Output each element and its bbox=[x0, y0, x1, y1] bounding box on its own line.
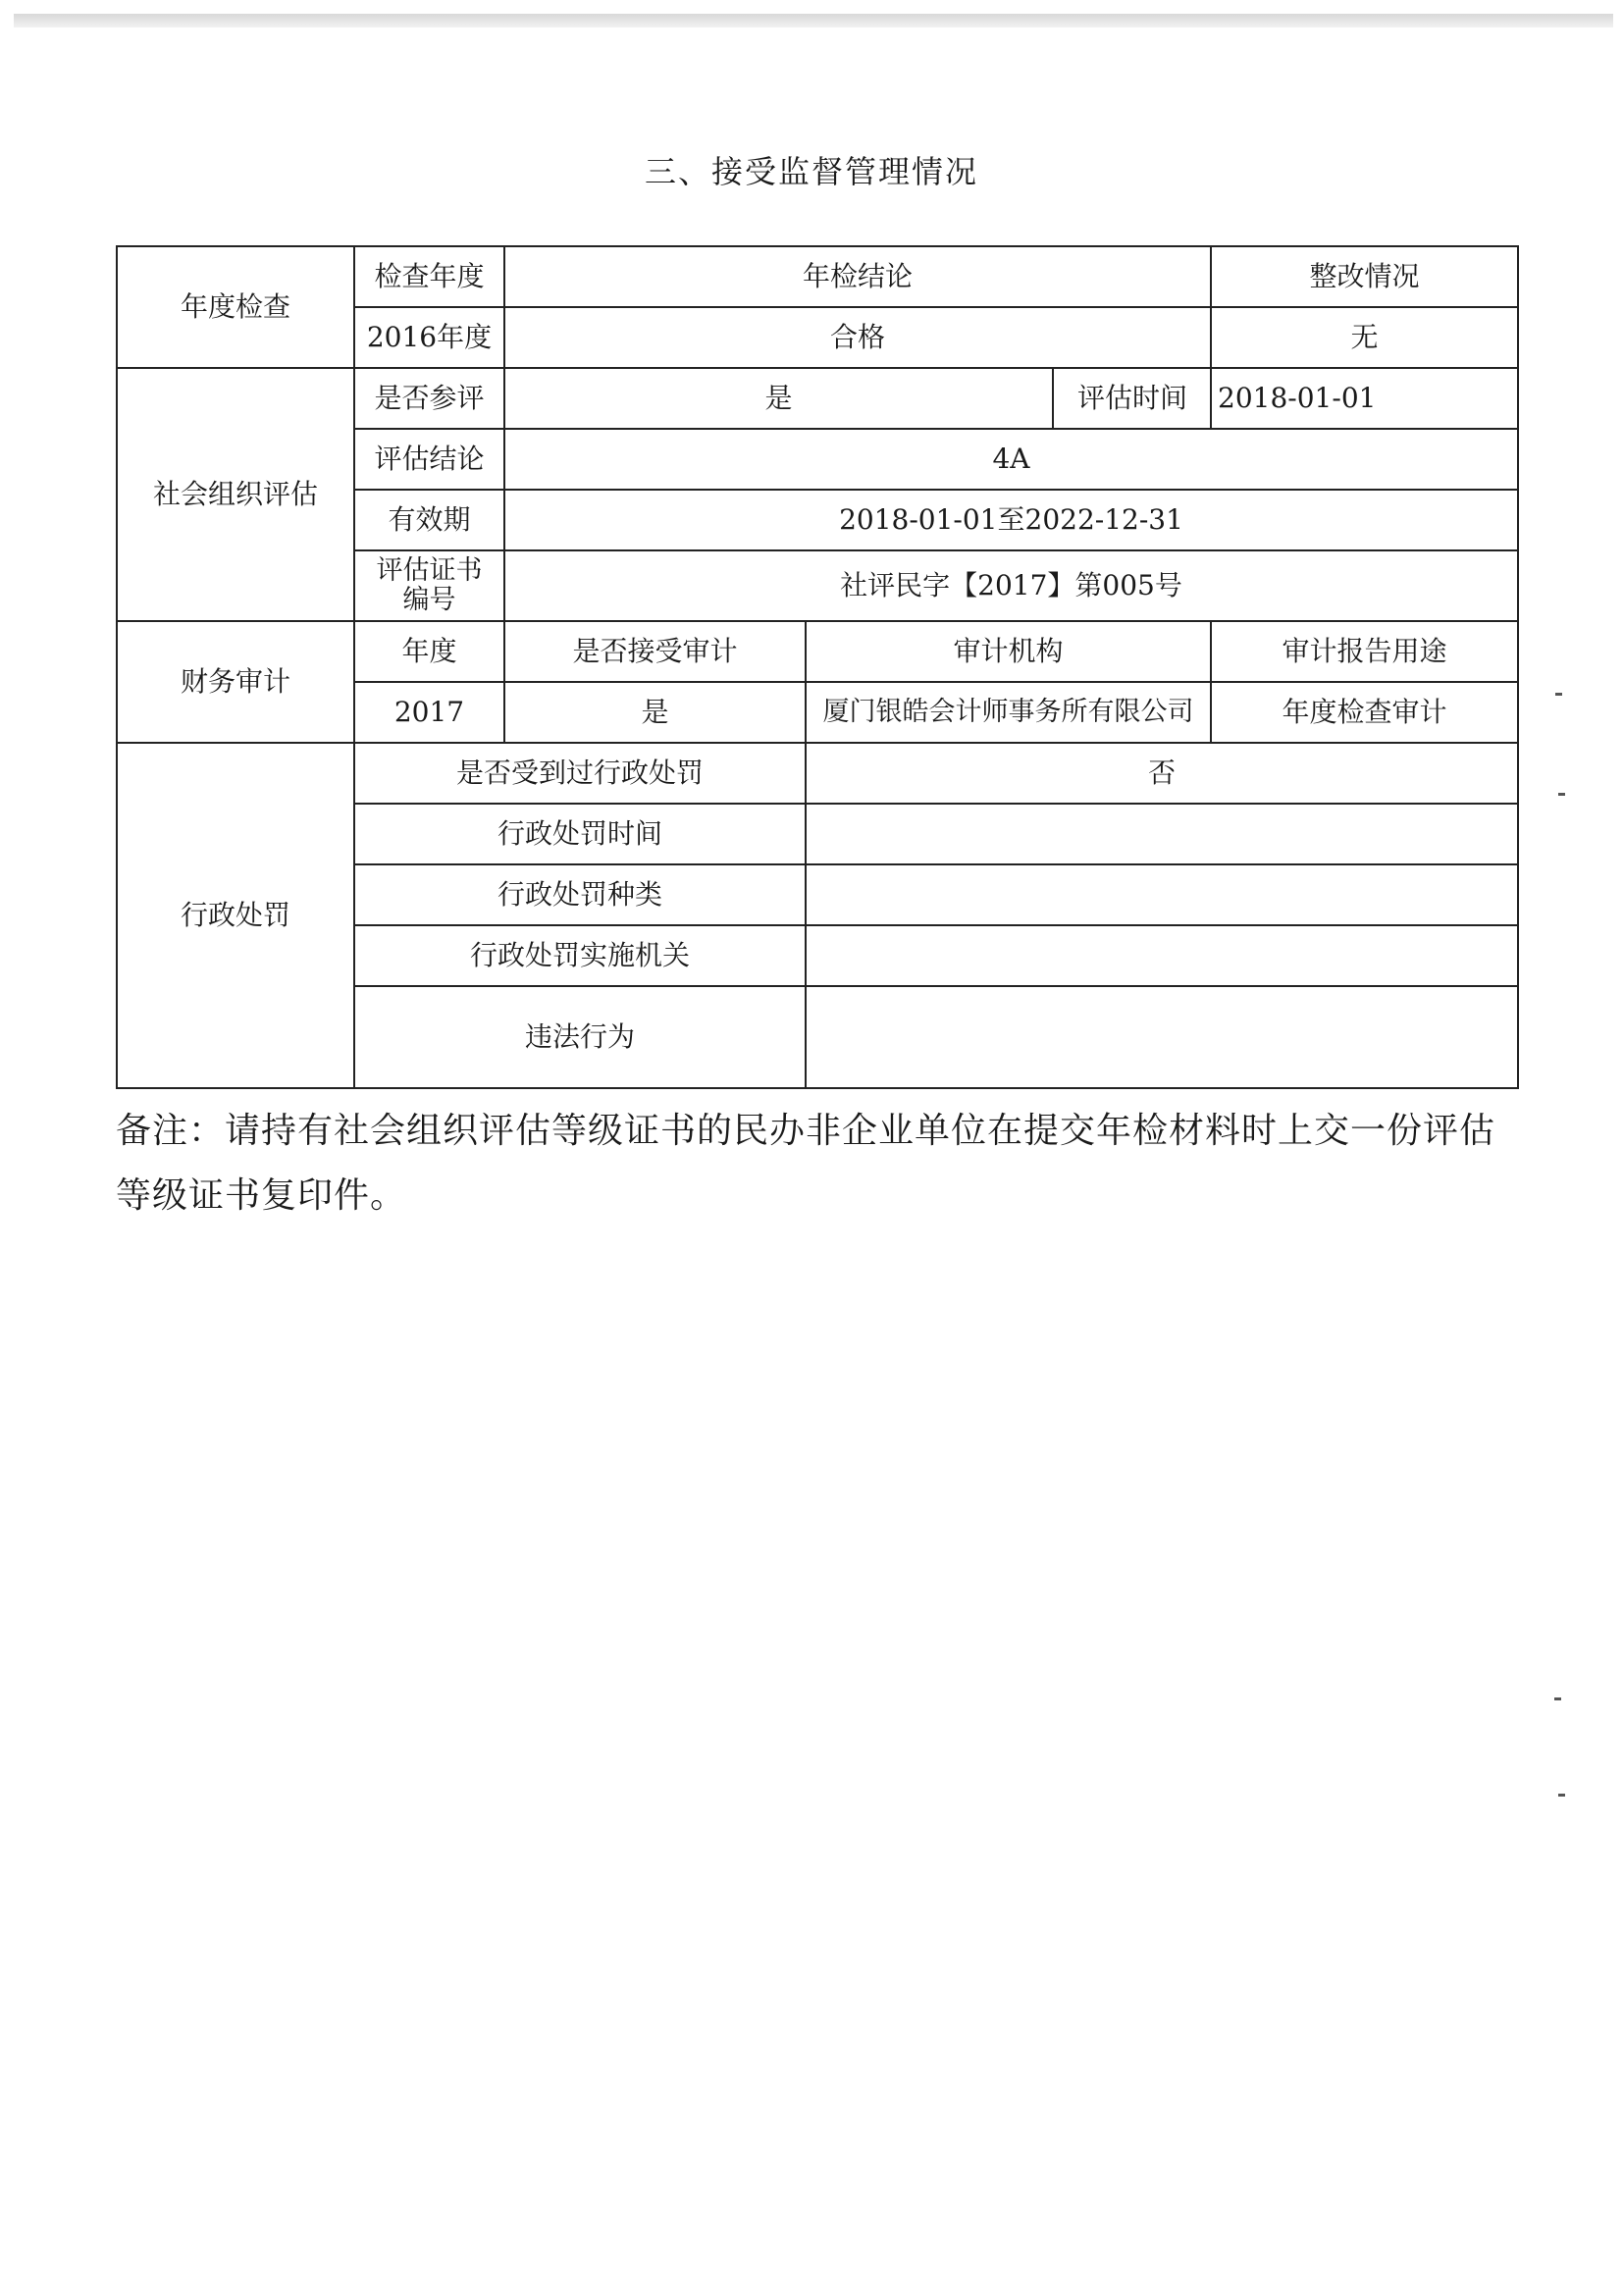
rectification-value: 无 bbox=[1211, 307, 1518, 368]
penalty-violation-label: 违法行为 bbox=[354, 986, 806, 1088]
penalty-time-label: 行政处罚时间 bbox=[354, 804, 806, 864]
evaluation-time-value: 2018-01-01 bbox=[1211, 368, 1518, 429]
rectification-header: 整改情况 bbox=[1211, 246, 1518, 307]
remark-note: 备注：请持有社会组织评估等级证书的民办非企业单位在提交年检材料时上交一份评估等级证书复印件。 bbox=[116, 1111, 1496, 1216]
annual-inspection-header-row bbox=[117, 246, 1518, 307]
participated-cell bbox=[504, 368, 1211, 429]
evaluation-time-label: 评估时间 bbox=[1077, 381, 1188, 414]
participated-value: 是 bbox=[505, 369, 1054, 428]
audit-purpose-header: 审计报告用途 bbox=[1211, 621, 1518, 682]
audit-year-header: 年度 bbox=[354, 621, 504, 682]
audit-firm-header: 审计机构 bbox=[806, 621, 1211, 682]
participated-label: 是否参评 bbox=[354, 368, 504, 429]
penalty-received-label: 是否受到过行政处罚 bbox=[354, 743, 806, 804]
penalty-received-value: 否 bbox=[806, 743, 1518, 804]
evaluation-participation-row bbox=[117, 368, 1518, 429]
scan-speck bbox=[1555, 693, 1562, 696]
evaluation-label: 社会组织评估 bbox=[117, 368, 354, 621]
audit-accepted-header: 是否接受审计 bbox=[504, 621, 806, 682]
page-title: 三、接受监督管理情况 bbox=[644, 153, 978, 190]
penalty-time-value bbox=[806, 804, 1518, 864]
conclusion-value: 4A bbox=[504, 429, 1518, 490]
penalty-received-row bbox=[117, 743, 1518, 804]
validity-value: 2018-01-01至2022-12-31 bbox=[504, 490, 1518, 550]
inspection-year-header: 检查年度 bbox=[354, 246, 504, 307]
scan-speck bbox=[1558, 793, 1565, 796]
certificate-value: 社评民字【2017】第005号 bbox=[504, 550, 1518, 621]
penalty-type-label: 行政处罚种类 bbox=[354, 864, 806, 925]
audit-purpose-value: 年度检查审计 bbox=[1211, 682, 1518, 743]
audit-firm-value: 厦门银皓会计师事务所有限公司 bbox=[806, 682, 1211, 743]
audit-accepted-value: 是 bbox=[504, 682, 806, 743]
validity-label: 有效期 bbox=[354, 490, 504, 550]
certificate-label: 评估证书编号 bbox=[354, 550, 504, 621]
supervision-table bbox=[116, 245, 1519, 1089]
audit-label: 财务审计 bbox=[117, 621, 354, 743]
conclusion-label: 评估结论 bbox=[354, 429, 504, 490]
audit-year-value: 2017 bbox=[354, 682, 504, 743]
penalty-violation-value bbox=[806, 986, 1518, 1088]
penalty-label: 行政处罚 bbox=[117, 743, 354, 1088]
annual-inspection-label: 年度检查 bbox=[117, 246, 354, 368]
scan-speck bbox=[1554, 1697, 1561, 1700]
penalty-type-value bbox=[806, 864, 1518, 925]
penalty-authority-value bbox=[806, 925, 1518, 986]
scan-edge bbox=[14, 14, 1613, 27]
inspection-conclusion-header: 年检结论 bbox=[504, 246, 1211, 307]
inspection-conclusion-value: 合格 bbox=[504, 307, 1211, 368]
penalty-authority-label: 行政处罚实施机关 bbox=[354, 925, 806, 986]
audit-header-row bbox=[117, 621, 1518, 682]
inspection-year-value: 2016年度 bbox=[354, 307, 504, 368]
scan-speck bbox=[1558, 1794, 1565, 1797]
